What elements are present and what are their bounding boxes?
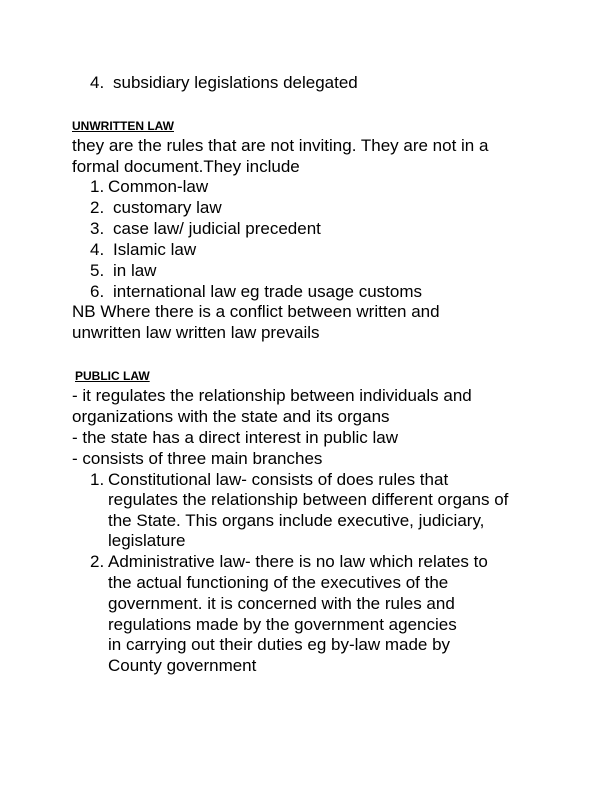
section-heading-unwritten-law: UNWRITTEN LAW [72, 119, 174, 133]
list-item-line: the actual functioning of the executives of the [108, 573, 449, 592]
list-item: Islamic law [113, 240, 197, 259]
list-item: Common-law [108, 177, 209, 196]
list-item-line: government. it is concerned with the rules and [108, 594, 455, 613]
paragraph-line: - consists of three main branches [72, 449, 323, 468]
list-item-line: the State. This organs include executive, judiciary, [108, 511, 485, 530]
paragraph-line: - the state has a direct interest in public law [72, 428, 398, 447]
list-item-line: regulations made by the government agencies [108, 615, 457, 634]
note-line: NB Where there is a conflict between written and [72, 302, 440, 321]
list-number: 4. [90, 240, 105, 259]
list-number: 4. [90, 73, 105, 92]
list-item: international law eg trade usage customs [113, 282, 423, 301]
list-item-line: County government [108, 656, 257, 675]
list-number: 1. [90, 177, 105, 196]
paragraph-line: - it regulates the relationship between individuals and [72, 386, 472, 405]
list-item-line: regulates the relationship between different organs of [108, 490, 509, 509]
list-item-line: Administrative law- there is no law which relates to [108, 552, 488, 571]
list-number: 6. [90, 282, 105, 301]
paragraph-line: organizations with the state and its organs [72, 407, 390, 426]
list-item: customary law [113, 198, 222, 217]
paragraph-line: they are the rules that are not inviting. They are not in a [72, 136, 489, 155]
list-number: 2. [90, 552, 105, 571]
section-heading-public-law: PUBLIC LAW [75, 369, 150, 383]
list-item-line: in carrying out their duties eg by-law made by [108, 635, 451, 654]
list-number: 5. [90, 261, 105, 280]
list-number: 1. [90, 470, 105, 489]
list-number: 3. [90, 219, 105, 238]
note-line: unwritten law written law prevails [72, 323, 320, 342]
list-item-line: legislature [108, 531, 186, 550]
list-item: case law/ judicial precedent [113, 219, 321, 238]
paragraph-line: formal document.They include [72, 157, 300, 176]
list-number: 2. [90, 198, 105, 217]
list-item: subsidiary legislations delegated [113, 73, 358, 92]
list-item-line: Constitutional law- consists of does rules that [108, 470, 449, 489]
list-item: in law [113, 261, 157, 280]
